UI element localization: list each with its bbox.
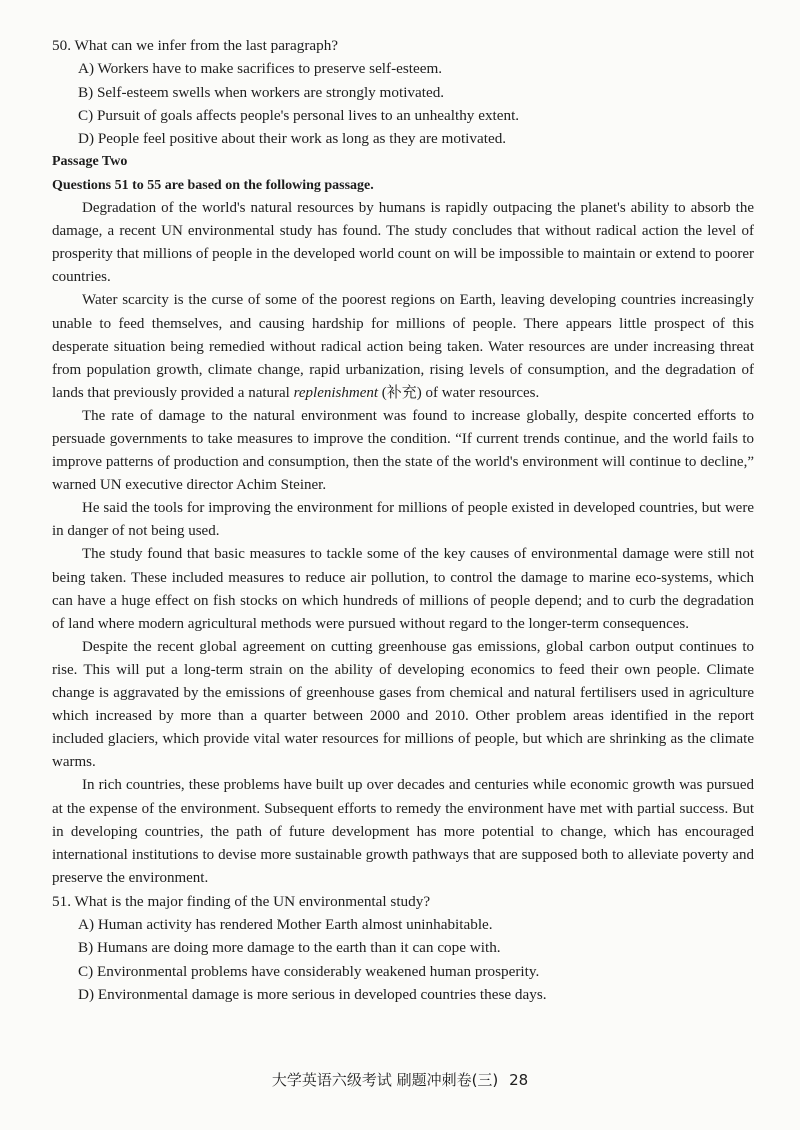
question-50-stem: 50. What can we infer from the last paragraph? bbox=[52, 37, 339, 54]
paragraph-2-text-start: Water scarcity is the curse of some of the poorest regions on Earth, leaving developing countries increasingly unable to feed themselves, and causing hardship for millions of people. There appears little prospect of this desperate situation being remedied without radical action being taken. Water resources are under increasing threat from population growth, climate change, rapid urbanization, rising levels of consumption, and the degradation of lands that previously provided a natural bbox=[52, 292, 754, 401]
question-51-option-b: B) Humans are doing more damage to the earth than it can cope with. bbox=[78, 939, 501, 957]
question-50-option-a: A) Workers have to make sacrifices to preserve self-esteem. bbox=[78, 60, 443, 78]
glossed-term: replenishment bbox=[293, 384, 379, 401]
passage-paragraph-6: Despite the recent global agreement on cutting greenhouse gas emissions, global carbon output continues to rise. This will put a long-term strain on the ability of developing economics to feed their own people. Climate change is aggravated by the emissions of greenhouse gases from chemical and natural fertilisers used in agriculture which increased by more than a quarter between 2000 and 2010. Other problem areas identified in the report included glaciers, which provide vital water resources for millions of people, but which are shrinking as the climate warms. bbox=[52, 638, 754, 771]
page-number: 28 bbox=[509, 1071, 529, 1089]
question-51-options bbox=[52, 913, 754, 1006]
paragraph-2-text-end: (补充) of water resources. bbox=[378, 384, 540, 401]
passage-paragraph-5: The study found that basic measures to tackle some of the key causes of environmental damage were still not being taken. These included measures to reduce air pollution, to control the damage to marine eco-systems, which can have a huge effect on fish stocks on which hundreds of millions of people depend; and to curb the degradation of land where modern agricultural methods were pursued without regard to the longer-term consequences. bbox=[52, 546, 754, 632]
question-51-option-a: A) Human activity has rendered Mother Earth almost uninhabitable. bbox=[78, 916, 493, 934]
passage-instruction: Questions 51 to 55 are based on the following passage. bbox=[52, 177, 374, 193]
question-50-options bbox=[52, 57, 754, 150]
question-50-option-b: B) Self-esteem swells when workers are strongly motivated. bbox=[78, 83, 445, 101]
passage-title: Passage Two bbox=[52, 154, 128, 170]
passage-paragraph-7: In rich countries, these problems have built up over decades and centuries while economic growth was pursued at the expense of the environment. Subsequent efforts to remedy the environment have met with partial success. But in developing countries, the path of future development has more potential to change, which has encouraged international institutions to devise more sustainable growth pathways that are supposed both to alleviate poverty and preserve the environment. bbox=[52, 777, 754, 886]
book-title: 大学英语六级考试 刷题冲刺卷(三) bbox=[271, 1071, 499, 1089]
question-51-option-c: C) Environmental problems have considerably weakened human prosperity. bbox=[78, 962, 540, 980]
page-footer bbox=[0, 1069, 800, 1090]
passage-paragraph-1: Degradation of the world's natural resources by humans is rapidly outpacing the planet's ability to absorb the damage, a recent UN environmental study has found. The study concludes that without radical action the level of prosperity that millions of people in the developed world count on will be impossible to maintain or extend to poorer countries. bbox=[52, 200, 754, 286]
passage-paragraph-3: The rate of damage to the natural environment was found to increase globally, despite concerted efforts to persuade governments to take measures to improve the condition. “If current trends continue, and the world fails to improve patterns of production and consumption, then the state of the world's environment will continue to decline,” warned UN executive director Achim Steiner. bbox=[52, 407, 754, 494]
question-50-option-d: D) People feel positive about their work as long as they are motivated. bbox=[78, 130, 507, 148]
passage-paragraph-4: He said the tools for improving the environment for millions of people existed in developed countries, but were in danger of not being used. bbox=[52, 500, 754, 540]
passage-paragraph-2 bbox=[52, 289, 754, 404]
question-50-option-c: C) Pursuit of goals affects people's personal lives to an unhealthy extent. bbox=[78, 106, 520, 124]
question-51-option-d: D) Environmental damage is more serious in developed countries these days. bbox=[78, 986, 547, 1004]
question-51-stem: 51. What is the major finding of the UN environmental study? bbox=[52, 892, 431, 910]
